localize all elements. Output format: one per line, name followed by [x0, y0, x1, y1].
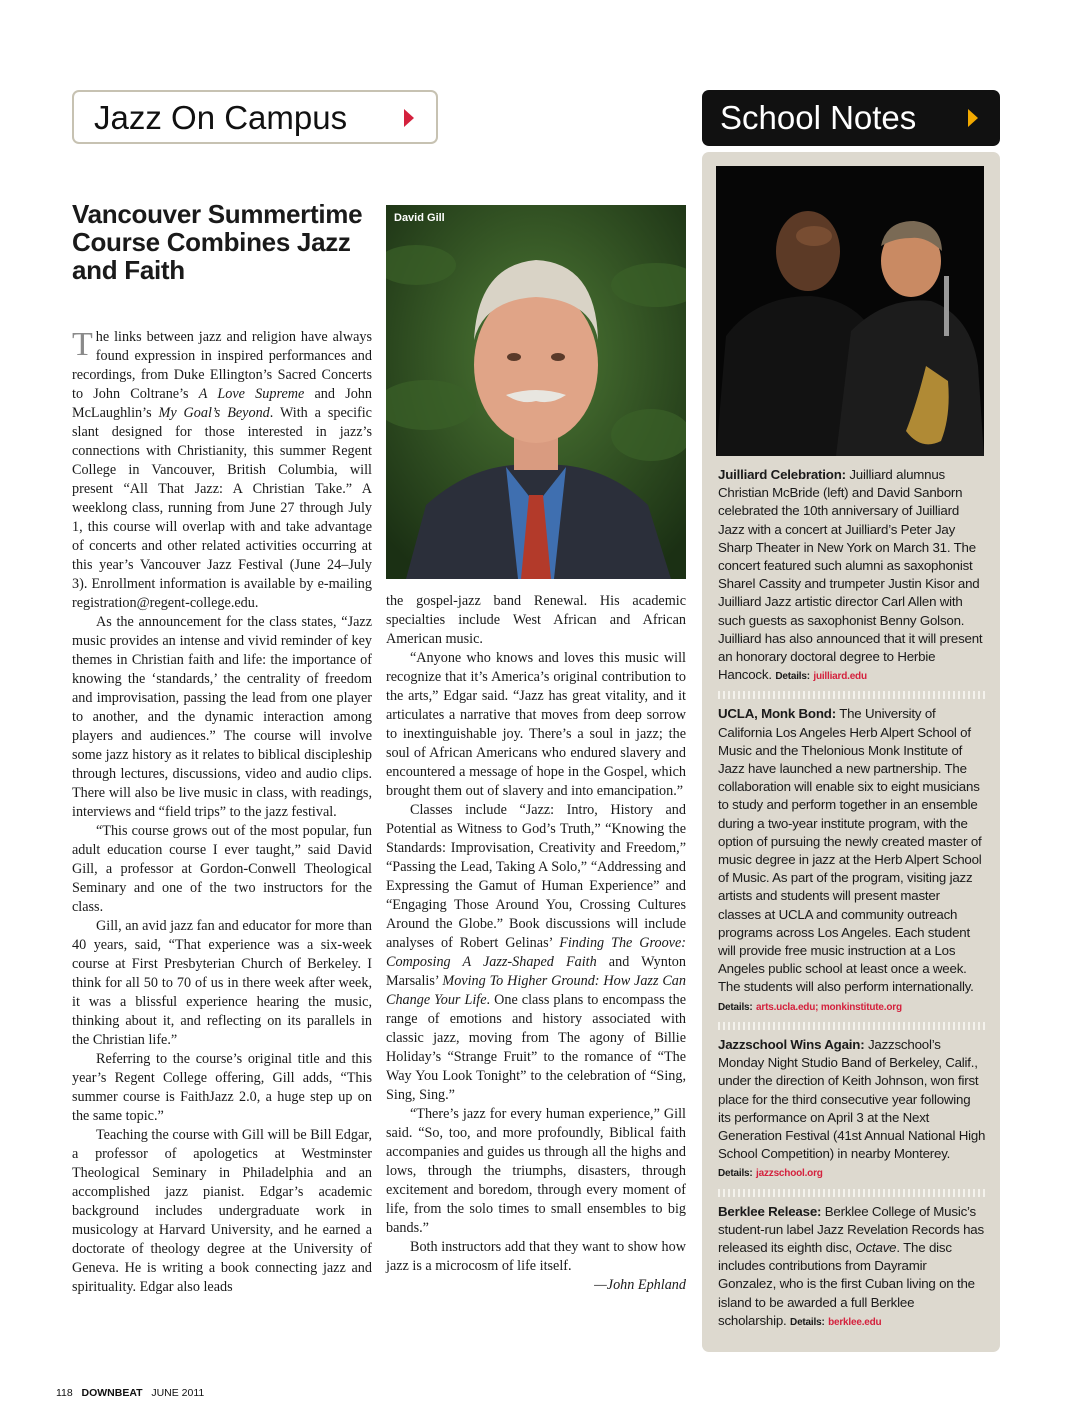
details-link[interactable]: berklee.edu [828, 1316, 882, 1328]
paragraph: “Anyone who knows and loves this music will recognize that it’s America’s original contribution to the arts,” Edgar said. “Jazz has great vitality, and it articulates a narrative that moves from deep sorrow to inextinguishable joy. There’s a soul in jazz; the soul of African Americans who endured slavery and encountered a message of hope in the Gospel, which brought them out of slavery and into emancipation.” [386, 650, 686, 799]
photo-mcbride-sanborn [716, 166, 984, 456]
note-jazzschool [718, 1036, 986, 1184]
school-notes-list [718, 466, 986, 1332]
section-title: Jazz On Campus [94, 99, 348, 136]
paragraph: Referring to the course’s original title and this year’s Regent College offering, Gill adds, “This summer course is FaithJazz 2.0, a huge step up on the same topic.” [72, 1051, 372, 1124]
text: Classes include “Jazz: Intro, History and Potential as Witness to God’s Truth,” “Knowing the Standards: Improvisation, Creativity and Freedom,” “Passing the Lead, Taking A Solo,” “Addressing and Expressing the Gamut of Human Experience” and “Engaging Those Around You, Crossing Cultures Around the Globe.” Book discussions will include analyses of Robert Gelinas’ [386, 802, 686, 951]
note-title: Juilliard Celebration: [718, 467, 846, 482]
text: he links between jazz and religion have always found expression in inspired performances and recordings, from Duke Ellington’s Sacred Concerts to John Coltrane’s [72, 329, 372, 402]
note-ucla [718, 705, 986, 1016]
note-title: Berklee Release: [718, 1203, 822, 1219]
album-title: A Love Supreme [198, 386, 305, 402]
book-title: Moving To Higher Ground: How Jazz Can Change Your Life [386, 973, 686, 1008]
page-footer [56, 1387, 204, 1399]
details-link[interactable]: juilliard.edu [813, 671, 867, 683]
divider [718, 1022, 986, 1030]
paragraph: Gill, an avid jazz fan and educator for more than 40 years, said, “That experience was a six-week course at First Presbyterian Church of Berkeley. I think for all 50 to 70 of us in there week after week, it was a blissful experience hearing the music, thinking about it, and reflecting on its parallels in the Christian life.” [72, 918, 372, 1048]
issue-date: JUNE 2011 [151, 1387, 205, 1399]
article-column-1 [72, 328, 372, 1297]
paragraph: the gospel-jazz band Renewal. His academic specialties include West African and African American music. [386, 593, 686, 647]
details-link[interactable]: arts.ucla.edu; monkinstitute.org [756, 1001, 902, 1013]
paragraph: As the announcement for the class states, “Jazz music provides an intense and vivid reminder of key themes in Christian faith and life: the importance of knowing the ‘standards,’ the centrality of freedom and improvisation, passing the lead from one player to another, and the dynamic interaction among players and audiences.” The course will involve some jazz history as it relates to biblical discipleship through lectures, discussions, video and audio clips. There will also be live music in class, with readings, interviews and “field trips” to the jazz festival. [72, 614, 372, 820]
portrait-illustration [386, 205, 686, 579]
paragraph [386, 801, 686, 1105]
arrow-right-icon [968, 109, 978, 127]
details-label: Details: [718, 1001, 753, 1013]
magazine-name: DOWNBEAT [81, 1387, 143, 1399]
details-label: Details: [718, 1168, 753, 1180]
note-title: UCLA, Monk Bond: [718, 706, 836, 722]
album-title: Octave [855, 1239, 897, 1255]
article-headline: Vancouver Summertime Course Combines Jazz and Faith [72, 199, 363, 285]
details-label: Details: [790, 1316, 825, 1328]
arrow-right-icon [404, 109, 414, 127]
photo-david-gill [386, 205, 686, 579]
drop-cap: T [72, 326, 93, 363]
section-header-jazz-on-campus [72, 90, 438, 144]
text: . With a specific slant designed for those interested in jazz’s connections with Christianity, this summer Regent College in Vancouver, British Columbia, will present “All That Jazz: A Christian Take.” A weeklong class, running from June 27 through July 1, this course will overlap with and take advantage of concerts and other related activities occurring at this year’s Vancouver Jazz Festival (June 24–July 3). Enrollment information is available by e-mailing registration@regent-college.edu. [72, 405, 372, 611]
divider [718, 1189, 986, 1197]
section-header-school-notes [702, 90, 1000, 146]
text: and Wynton Marsalis’ [386, 954, 686, 989]
note-juilliard [718, 466, 986, 686]
section-title: School Notes [720, 99, 917, 136]
note-body: . The disc includes contributions from Dayramir Gonzalez, who is the first Cuban living on the island to be awarded a full Berklee scholarship. [718, 1239, 975, 1328]
article-column-2 [386, 592, 686, 1295]
divider [718, 691, 986, 699]
article-byline: —John Ephland [594, 1277, 686, 1293]
album-title: My Goal’s Beyond [158, 405, 270, 421]
paragraph: Teaching the course with Gill will be Bill Edgar, a professor of apologetics at Westminster Theological Seminary in Philadelphia and an accomplished jazz pianist. Edgar’s academic background includes undergraduate work in musicology at Harvard University, and he earned a doctorate of theology degree at the University of Geneva. He is writing a book connecting jazz and spirituality. Edgar also leads [72, 1127, 372, 1295]
note-body: The University of California Los Angeles Herb Alpert School of Music and the Thelonious Monk Institute of Jazz have launched a new partnership. The collaboration will enable six to eight musicians to study and perform together in an ensemble during a two-year institute program, with the option of pursuing the newly created master of music degree in jazz at the Herb Alpert School of Music. As part of the program, visiting jazz artists and students will present master classes at UCLA and community outreach programs across Los Angeles. Each student will provide free music instruction at a Los Angeles public school at least once a week. The students will also perform internationally. [718, 706, 982, 995]
page-number: 118 [56, 1387, 73, 1399]
note-berklee [718, 1203, 986, 1332]
note-body: Juilliard alumnus Christian McBride (left) and David Sanborn celebrated the 10th anniversary of Juilliard Jazz with a concert at Juilliard’s Peter Jay Sharp Theater in New York on March 31. The concert featured such alumni as saxophonist Sharel Cassity and trumpeter Justin Kisor and Juilliard Jazz artistic director Carl Allen with such guests as saxophonist Benny Golson. Juilliard has also announced that it will present an honorary doctoral degree to Herbie Hancock. [718, 467, 983, 683]
note-title: Jazzschool Wins Again: [718, 1036, 865, 1052]
note-body: Jazzschool’s Monday Night Studio Band of Berkeley, Calif., under the direction of Keith Johnson, won first place for the third consecutive year following its performance on April 3 at the Next Generation Festival (41st Annual National High School Competition) in nearby Monterey. [718, 1036, 986, 1162]
details-link[interactable]: jazzschool.org [756, 1168, 823, 1180]
details-label: Details: [775, 671, 810, 683]
paragraph: “This course grows out of the most popular, fun adult education course I ever taught,” said David Gill, a professor at Gordon-Conwell Theological Seminary and one of the two instructors for the class. [72, 823, 372, 915]
paragraph: “There’s jazz for every human experience,” Gill said. “So, too, and more profoundly, Biblical faith accompanies and guides us through all the highs and lows, through the triumphs, disasters, through excitement and boredom, through every moment of life, from the solo times to small ensembles to big bands.” [386, 1106, 686, 1236]
paragraph: Both instructors add that they want to show how jazz is a microcosm of life itself. [386, 1239, 686, 1274]
text: . One class plans to encompass the range of emotions and history associated with classic jazz, moving from The agony of Billie Holiday’s “Strange Fruit” to the romance of “The Way You Look Tonight” to the celebration of “Sing, Sing, Sing.” [386, 992, 686, 1103]
text: and John McLaughlin’s [72, 386, 372, 421]
photo-caption: David Gill [394, 212, 445, 224]
concert-illustration [716, 166, 984, 456]
paragraph [72, 328, 372, 613]
note-body: Berklee College of Music’s student-run label Jazz Revelation Records has released its eighth disc, [718, 1203, 984, 1255]
book-title: Finding The Groove: Composing A Jazz-Shaped Faith [386, 935, 686, 970]
